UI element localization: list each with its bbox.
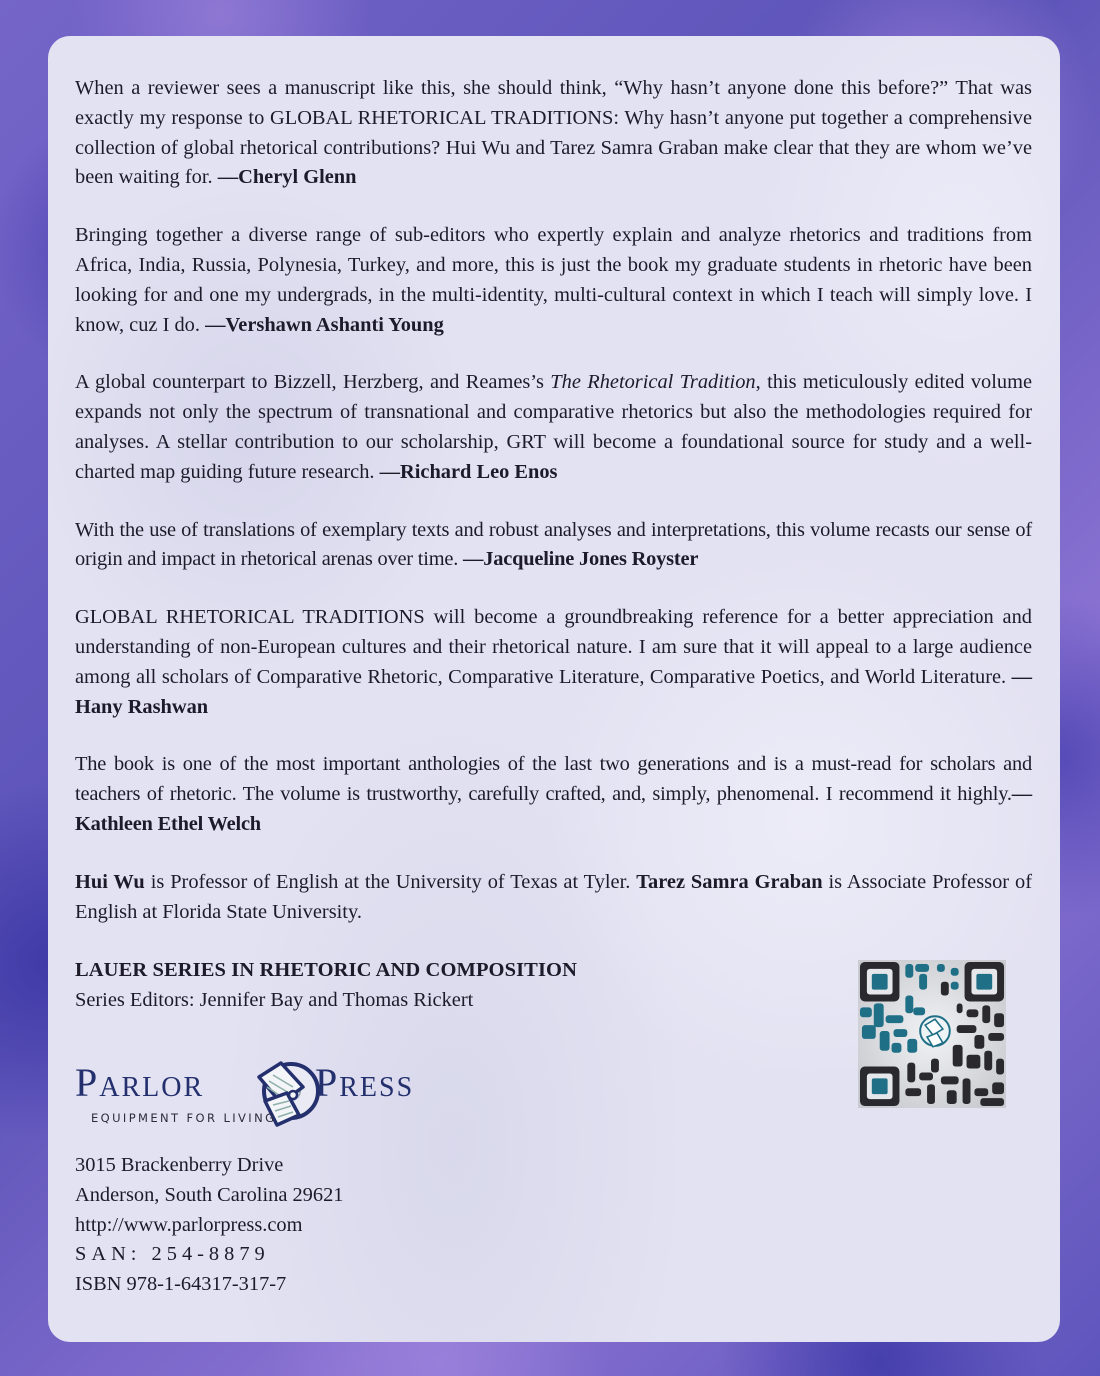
blurb-text: The book is one of the most important anthologies of the last two generations and is a must-read for scholars and teachers of rhetoric. The volume is trustworthy, carefully crafted, and, simply, phenomenal. I recommend it highly.	[75, 753, 1032, 806]
blurb-text: With the use of translations of exemplary texts and robust analyses and interpretations, this volume recasts our sense of origin and impact in rhetorical arenas over time.	[75, 518, 1032, 571]
series-title: LAUER SERIES IN RHETORIC AND COMPOSITION	[75, 959, 577, 982]
blurb-vershawn-young	[75, 221, 1032, 340]
blurb-kathleen-welch	[75, 750, 1032, 839]
blurb-attribution: —Richard Leo Enos	[379, 460, 558, 483]
logo-word-press: Press	[315, 1060, 415, 1106]
san-number: SAN: 254-8879	[75, 1243, 270, 1266]
publisher-website[interactable]: http://www.parlorpress.com	[75, 1213, 303, 1236]
blurb-hany-rashwan	[75, 603, 1032, 722]
isbn-number: ISBN 978-1-64317-317-7	[75, 1273, 287, 1296]
blurb-text: , this meticulously edited volume expands not only the spectrum of transnational and comparative rhetorics but also the methodologies required for analyses. A stellar contribution to our scholarship, GRT will become a foundational source for study and a well-charted map guiding future research.	[75, 371, 1033, 483]
blurb-attribution: —Kathleen Ethel Welch	[75, 783, 1032, 835]
publisher-address	[75, 1151, 343, 1300]
blurb-text: Bringing together a diverse range of sub-editors who expertly explain and analyze rhetorics and traditions from Africa, India, Russia, Polynesia, Turkey, and more, this is just the book my graduate students in rhetoric have been looking for and one my undergrads, in the multi-identity, multi-cultural context in which I teach will simply love. I know, cuz I do.	[75, 224, 1032, 336]
address-street: 3015 Brackenberry Drive	[75, 1154, 284, 1177]
blurb-text: When a reviewer sees a manuscript like this, she should think, “Why hasn’t anyone done this before?” That was exactly my response to GLOBAL RHETORICAL TRADITIONS: Why hasn’t anyone put together a comprehensive collection of global rhetorical contributions? Hui Wu and Tarez Samra Graban make clear that they are whom we’ve been waiting for.	[75, 77, 1032, 189]
blurb-attribution: —Jacqueline Jones Royster	[463, 548, 699, 571]
blurb-cheryl-glenn	[75, 74, 1032, 193]
series-editors: Series Editors: Jennifer Bay and Thomas Rickert	[75, 989, 474, 1012]
blurb-richard-enos	[75, 368, 1032, 487]
qr-code-icon[interactable]	[858, 959, 1006, 1109]
blurb-attribution: —Hany Rashwan	[75, 665, 1032, 718]
blurb-text: GLOBAL RHETORICAL TRADITIONS will become a groundbreaking reference for a better appreciation and understanding of non-European cultures and their rhetorical nature. I am sure that it will appeal to a large audience among all scholars of Comparative Rhetoric, Comparative Literature, Comparative Poetics, and World Literature.	[75, 606, 1032, 688]
book-title-italic: The Rhetorical Tradition	[550, 371, 756, 394]
back-cover-panel	[48, 36, 1060, 1342]
editor-bio-text: is Professor of English at the University of Texas at Tyler.	[144, 870, 637, 893]
editor-bio-text: is Associate Professor of English at Florida State University.	[75, 870, 1032, 923]
editors-bio	[75, 868, 1032, 928]
logo-word-parlor: Parlor	[75, 1060, 205, 1106]
blurb-attribution: —Cheryl Glenn	[217, 166, 357, 189]
logo-tagline: EQUIPMENT FOR LIVING	[91, 1111, 277, 1126]
blurb-jacqueline-royster	[75, 516, 1032, 576]
blurb-attribution: —Vershawn Ashanti Young	[205, 313, 444, 336]
publisher-section	[75, 955, 1032, 1295]
editor-name: Tarez Samra Graban	[636, 870, 823, 893]
address-city: Anderson, South Carolina 29621	[75, 1184, 344, 1207]
editor-name: Hui Wu	[75, 870, 145, 893]
publisher-logo	[75, 1053, 435, 1133]
blurb-text: A global counterpart to Bizzell, Herzberg, and Reames’s	[75, 371, 551, 394]
